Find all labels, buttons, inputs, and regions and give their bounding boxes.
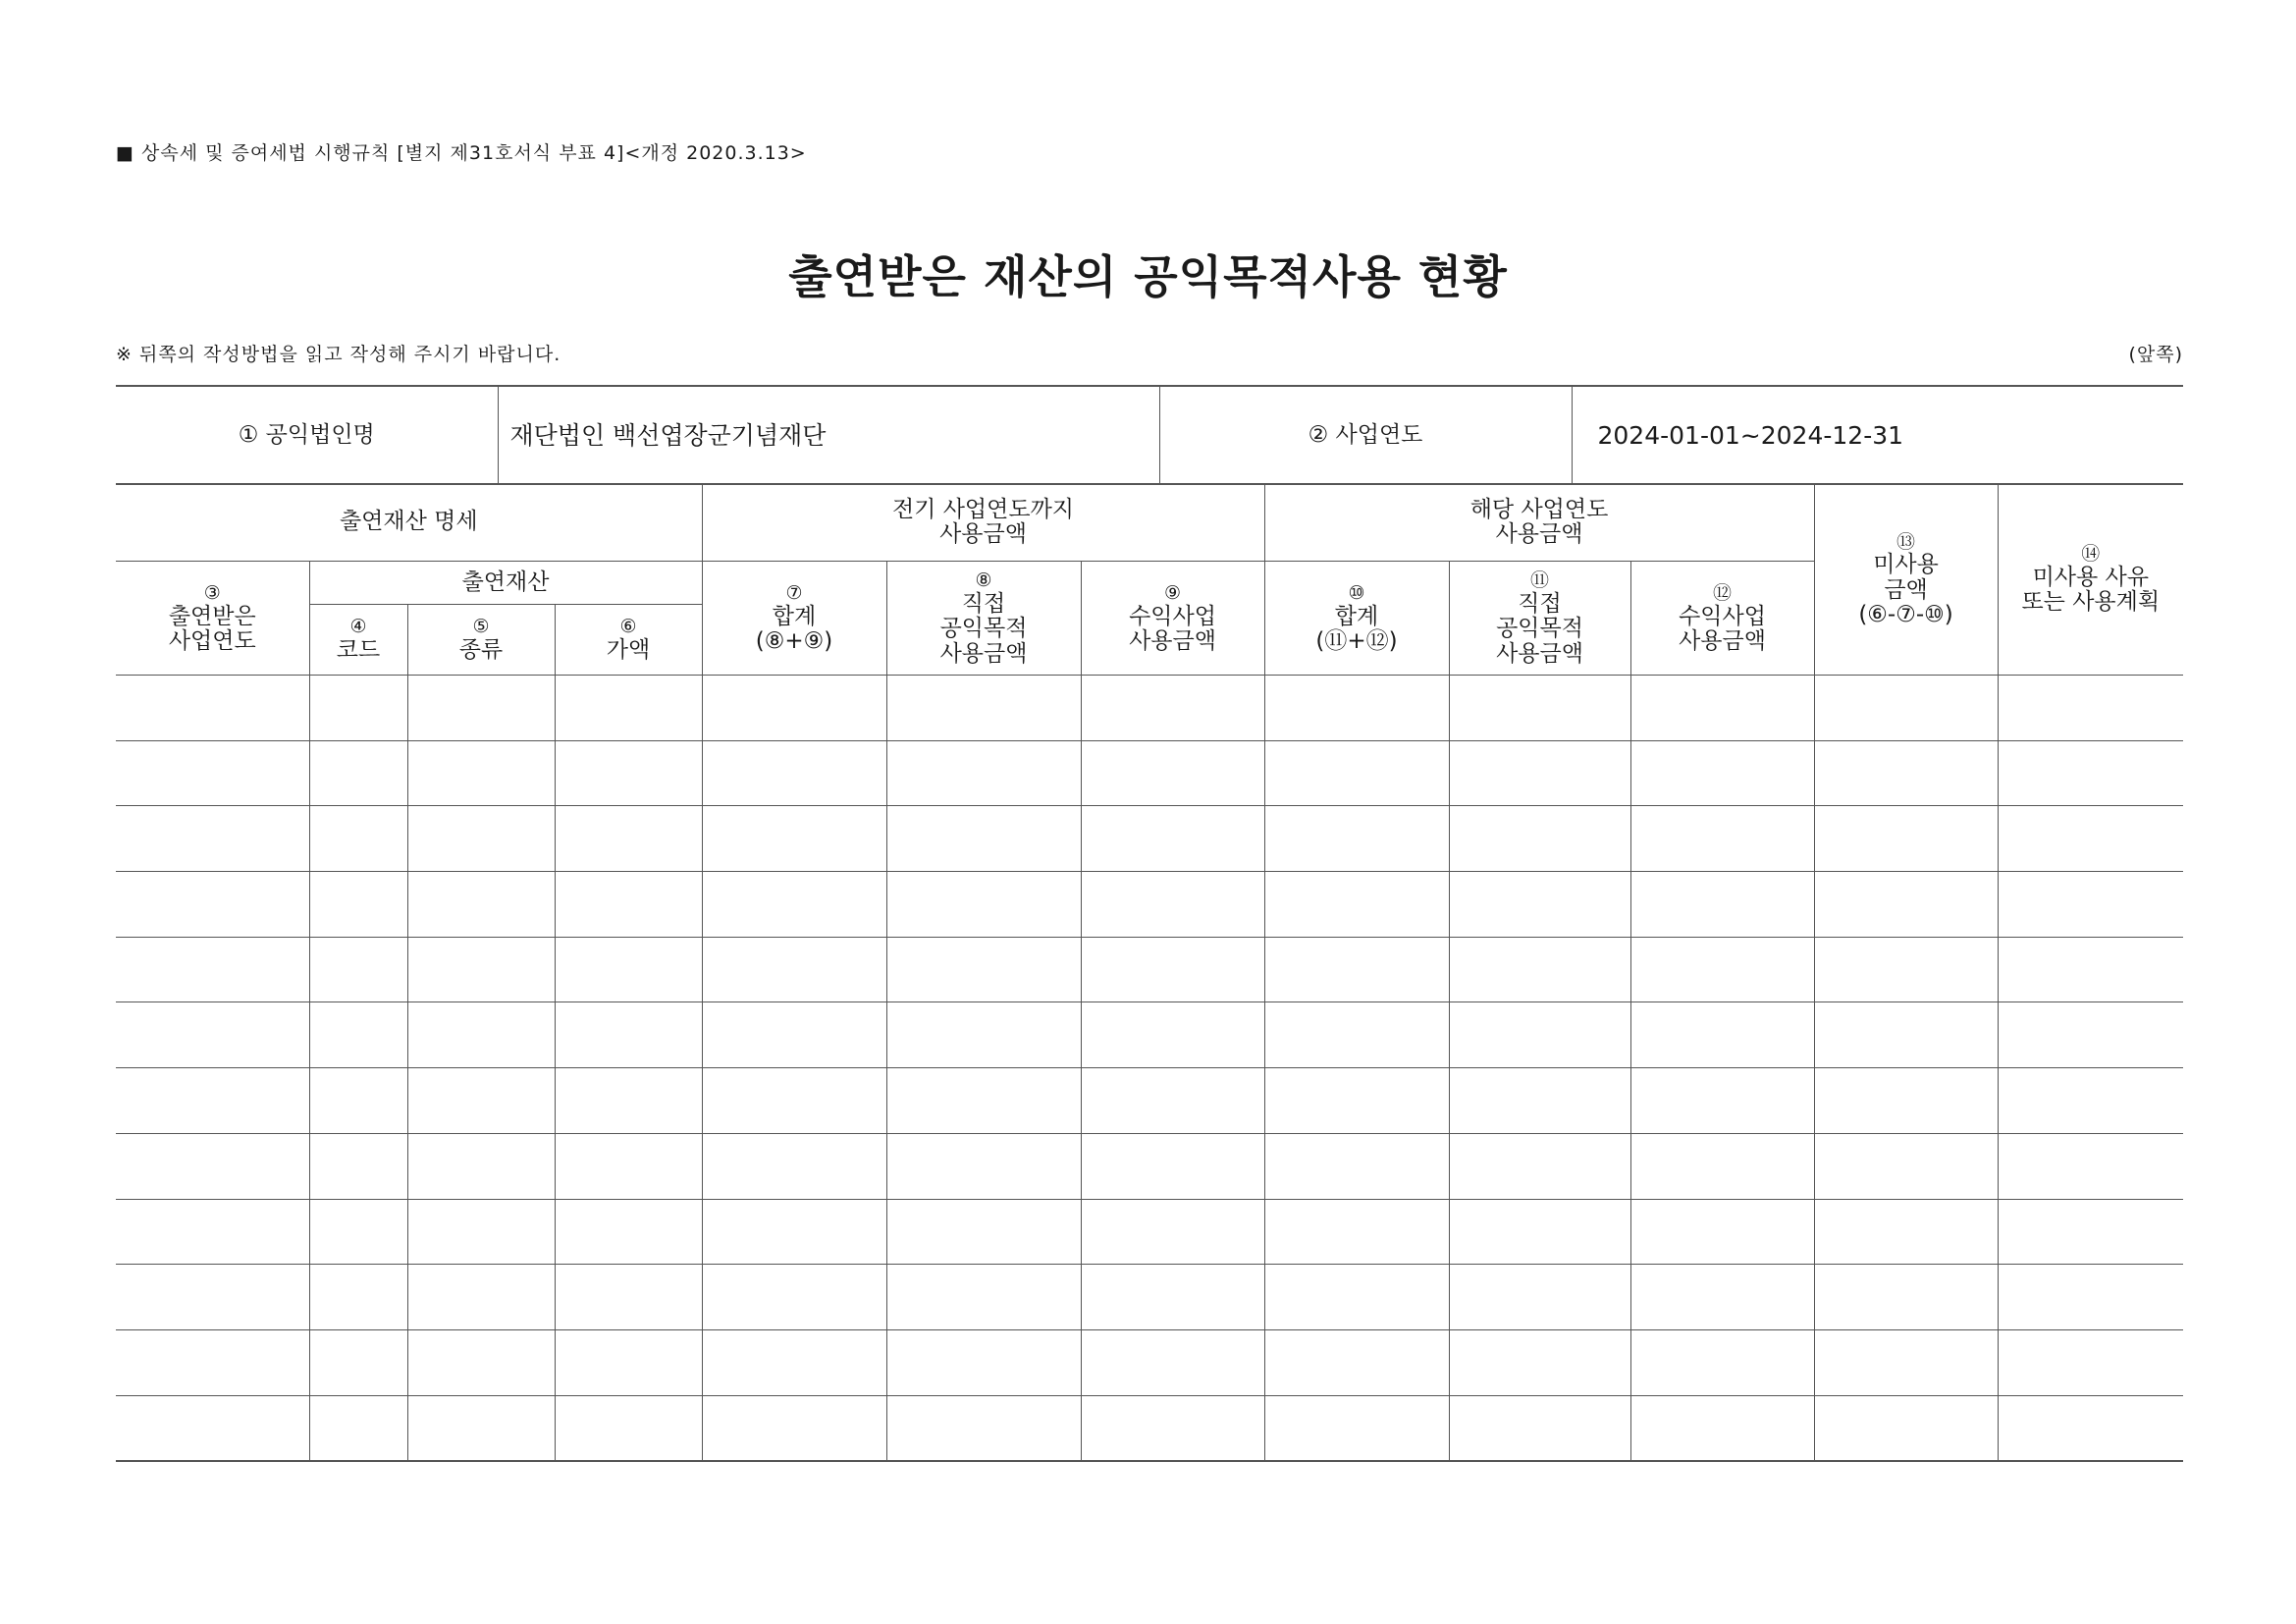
- table-cell[interactable]: [702, 937, 886, 1002]
- table-cell[interactable]: [407, 740, 555, 806]
- table-cell[interactable]: [702, 1265, 886, 1330]
- table-row: [116, 1068, 2183, 1134]
- table-cell[interactable]: [309, 1329, 407, 1395]
- col-prior-profit: ⑨ 수익사업 사용금액: [1081, 562, 1264, 676]
- table-cell[interactable]: [555, 740, 702, 806]
- table-cell[interactable]: [1814, 740, 1998, 806]
- col-prior-direct: ⑧ 직접 공익목적 사용금액: [886, 562, 1081, 676]
- page-title: 출연받은 재산의 공익목적사용 현황: [788, 250, 1508, 303]
- table-cell[interactable]: [1449, 1199, 1630, 1265]
- table-cell[interactable]: [702, 740, 886, 806]
- table-cell[interactable]: [1998, 872, 2183, 938]
- table-cell[interactable]: [1630, 1395, 1814, 1461]
- table-cell[interactable]: [1814, 1395, 1998, 1461]
- table-cell[interactable]: [886, 1265, 1081, 1330]
- table-cell[interactable]: [1264, 1329, 1449, 1395]
- table-cell[interactable]: [1814, 937, 1998, 1002]
- table-cell[interactable]: [309, 1199, 407, 1265]
- table-cell[interactable]: [1449, 1395, 1630, 1461]
- col-unused-amount: ⑬ 미사용 금액 (⑥-⑦-⑩): [1814, 484, 1998, 676]
- table-cell[interactable]: [886, 872, 1081, 938]
- table-cell[interactable]: [555, 1068, 702, 1134]
- table-cell[interactable]: [886, 937, 1081, 1002]
- table-cell[interactable]: [1998, 1002, 2183, 1068]
- table-cell[interactable]: [1814, 1265, 1998, 1330]
- table-cell[interactable]: [1998, 1199, 2183, 1265]
- table-cell[interactable]: [702, 676, 886, 741]
- table-cell[interactable]: [116, 740, 309, 806]
- table-cell[interactable]: [1449, 1329, 1630, 1395]
- table-row: [116, 1395, 2183, 1461]
- table-cell[interactable]: [1449, 1133, 1630, 1199]
- table-row: [116, 872, 2183, 938]
- table-cell[interactable]: [1998, 1133, 2183, 1199]
- table-cell[interactable]: [1814, 676, 1998, 741]
- group-contribution-detail: 출연재산 명세: [116, 484, 702, 562]
- usage-table: [116, 483, 2183, 1462]
- table-cell[interactable]: [1630, 740, 1814, 806]
- table-cell[interactable]: [1081, 1329, 1264, 1395]
- table-cell[interactable]: [407, 1068, 555, 1134]
- table-cell[interactable]: [886, 676, 1081, 741]
- table-cell[interactable]: [1264, 1133, 1449, 1199]
- table-cell[interactable]: [555, 1133, 702, 1199]
- table-cell[interactable]: [1630, 1199, 1814, 1265]
- table-cell[interactable]: [555, 1395, 702, 1461]
- table-cell[interactable]: [555, 1002, 702, 1068]
- table-cell[interactable]: [1081, 1133, 1264, 1199]
- table-cell[interactable]: [309, 937, 407, 1002]
- table-body: [116, 676, 2183, 1462]
- table-cell[interactable]: [702, 1133, 886, 1199]
- table-cell[interactable]: [1449, 1068, 1630, 1134]
- table-cell[interactable]: [1264, 806, 1449, 872]
- table-cell[interactable]: [116, 1002, 309, 1068]
- table-cell[interactable]: [1630, 1002, 1814, 1068]
- table-cell[interactable]: [1630, 676, 1814, 741]
- col-prior-total: ⑦ 합계 (⑧+⑨): [702, 562, 886, 676]
- table-cell[interactable]: [407, 937, 555, 1002]
- info-row: [116, 386, 2183, 484]
- table-cell[interactable]: [1630, 1133, 1814, 1199]
- table-cell[interactable]: [309, 740, 407, 806]
- table-cell[interactable]: [116, 1133, 309, 1199]
- info-table: [116, 385, 2183, 485]
- table-cell[interactable]: [1081, 1199, 1264, 1265]
- table-row: [116, 1002, 2183, 1068]
- table-cell[interactable]: [886, 1329, 1081, 1395]
- table-cell[interactable]: [702, 872, 886, 938]
- table-cell[interactable]: [555, 872, 702, 938]
- table-cell[interactable]: [1630, 1068, 1814, 1134]
- table-cell[interactable]: [116, 806, 309, 872]
- table-cell[interactable]: [309, 676, 407, 741]
- table-cell[interactable]: [309, 1068, 407, 1134]
- table-cell[interactable]: [1449, 937, 1630, 1002]
- col-contribution-year: ③ 출연받은 사업연도: [116, 562, 309, 676]
- table-cell[interactable]: [702, 806, 886, 872]
- table-cell[interactable]: [407, 872, 555, 938]
- table-cell[interactable]: [407, 1133, 555, 1199]
- table-cell[interactable]: [1264, 1002, 1449, 1068]
- table-cell[interactable]: [1081, 676, 1264, 741]
- table-cell[interactable]: [407, 676, 555, 741]
- corp-name-value[interactable]: 재단법인 백선엽장군기념재단: [498, 386, 1159, 484]
- subgroup-contributed-asset: 출연재산: [309, 562, 702, 605]
- table-cell[interactable]: [702, 1002, 886, 1068]
- table-cell[interactable]: [116, 1395, 309, 1461]
- table-cell[interactable]: [1998, 1329, 2183, 1395]
- business-year-value[interactable]: 2024-01-01~2024-12-31: [1572, 386, 2183, 484]
- table-row: [116, 806, 2183, 872]
- col-current-direct: ⑪ 직접 공익목적 사용금액: [1449, 562, 1630, 676]
- table-cell[interactable]: [309, 1395, 407, 1461]
- table-cell[interactable]: [1449, 676, 1630, 741]
- table-cell[interactable]: [1998, 1068, 2183, 1134]
- table-cell[interactable]: [1998, 937, 2183, 1002]
- col-unused-reason: ⑭ 미사용 사유 또는 사용계획: [1998, 484, 2183, 676]
- business-year-label: ② 사업연도: [1159, 386, 1572, 484]
- table-cell[interactable]: [886, 1395, 1081, 1461]
- table-cell[interactable]: [1081, 872, 1264, 938]
- table-cell[interactable]: [116, 872, 309, 938]
- table-row: [116, 1199, 2183, 1265]
- table-cell[interactable]: [555, 1265, 702, 1330]
- table-cell[interactable]: [1814, 1068, 1998, 1134]
- table-cell[interactable]: [407, 806, 555, 872]
- table-cell[interactable]: [1081, 1265, 1264, 1330]
- table-cell[interactable]: [886, 740, 1081, 806]
- table-cell[interactable]: [407, 1329, 555, 1395]
- table-cell[interactable]: [1814, 1002, 1998, 1068]
- table-cell[interactable]: [1998, 1265, 2183, 1330]
- table-cell[interactable]: [555, 676, 702, 741]
- table-cell[interactable]: [702, 1068, 886, 1134]
- table-cell[interactable]: [407, 1002, 555, 1068]
- table-row: [116, 1265, 2183, 1330]
- table-cell[interactable]: [1081, 740, 1264, 806]
- table-cell[interactable]: [407, 1395, 555, 1461]
- table-cell[interactable]: [555, 937, 702, 1002]
- table-cell[interactable]: [1449, 1002, 1630, 1068]
- table-cell[interactable]: [1264, 1395, 1449, 1461]
- table-cell[interactable]: [1630, 937, 1814, 1002]
- table-cell[interactable]: [702, 1329, 886, 1395]
- table-cell[interactable]: [309, 1002, 407, 1068]
- table-cell[interactable]: [1081, 806, 1264, 872]
- group-current-year-usage: 해당 사업연도 사용금액: [1264, 484, 1814, 562]
- table-cell[interactable]: [1081, 1002, 1264, 1068]
- table-cell[interactable]: [555, 1329, 702, 1395]
- table-cell[interactable]: [886, 1199, 1081, 1265]
- table-cell[interactable]: [1264, 676, 1449, 741]
- table-cell[interactable]: [1630, 806, 1814, 872]
- table-cell[interactable]: [116, 676, 309, 741]
- table-cell[interactable]: [1264, 872, 1449, 938]
- table-cell[interactable]: [1449, 1265, 1630, 1330]
- table-cell[interactable]: [1814, 1199, 1998, 1265]
- table-row: [116, 740, 2183, 806]
- table-cell[interactable]: [1449, 806, 1630, 872]
- table-cell[interactable]: [1814, 872, 1998, 938]
- table-cell[interactable]: [886, 806, 1081, 872]
- table-cell[interactable]: [1081, 1068, 1264, 1134]
- table-cell[interactable]: [1630, 1329, 1814, 1395]
- table-cell[interactable]: [1630, 872, 1814, 938]
- table-cell[interactable]: [1081, 937, 1264, 1002]
- table-cell[interactable]: [407, 1199, 555, 1265]
- table-cell[interactable]: [116, 1265, 309, 1330]
- table-cell[interactable]: [309, 872, 407, 938]
- table-cell[interactable]: [1449, 872, 1630, 938]
- table-row: [116, 937, 2183, 1002]
- table-cell[interactable]: [407, 1265, 555, 1330]
- table-cell[interactable]: [555, 806, 702, 872]
- col-type: ⑤ 종류: [407, 605, 555, 676]
- table-cell[interactable]: [309, 806, 407, 872]
- table-cell[interactable]: [1998, 1395, 2183, 1461]
- page-side-label: (앞쪽): [2128, 344, 2183, 365]
- table-cell[interactable]: [1264, 1199, 1449, 1265]
- table-cell[interactable]: [1814, 1133, 1998, 1199]
- table-cell[interactable]: [886, 1002, 1081, 1068]
- table-cell[interactable]: [116, 1329, 309, 1395]
- table-cell[interactable]: [116, 1068, 309, 1134]
- table-cell[interactable]: [1264, 1068, 1449, 1134]
- table-cell[interactable]: [702, 1395, 886, 1461]
- table-cell[interactable]: [1814, 806, 1998, 872]
- col-value: ⑥ 가액: [555, 605, 702, 676]
- table-cell[interactable]: [1264, 937, 1449, 1002]
- table-cell[interactable]: [1998, 740, 2183, 806]
- table-cell[interactable]: [886, 1133, 1081, 1199]
- group-prior-year-usage: 전기 사업연도까지 사용금액: [702, 484, 1264, 562]
- table-cell[interactable]: [702, 1199, 886, 1265]
- table-cell[interactable]: [555, 1199, 702, 1265]
- table-row: [116, 676, 2183, 741]
- table-cell[interactable]: [886, 1068, 1081, 1134]
- table-cell[interactable]: [1264, 740, 1449, 806]
- col-current-profit: ⑫ 수익사업 사용금액: [1630, 562, 1814, 676]
- table-cell[interactable]: [1998, 806, 2183, 872]
- table-cell[interactable]: [1264, 1265, 1449, 1330]
- col-current-total: ⑩ 합계 (⑪+⑫): [1264, 562, 1449, 676]
- table-cell[interactable]: [309, 1133, 407, 1199]
- table-cell[interactable]: [1630, 1265, 1814, 1330]
- form-reference: ■ 상속세 및 증여세법 시행규칙 [별지 제31호서식 부표 4]<개정 2020.3.13>: [116, 142, 807, 164]
- table-cell[interactable]: [116, 937, 309, 1002]
- instruction-note: ※ 뒤쪽의 작성방법을 읽고 작성해 주시기 바랍니다.: [116, 344, 561, 365]
- col-code: ④ 코드: [309, 605, 407, 676]
- table-cell[interactable]: [1449, 740, 1630, 806]
- table-cell[interactable]: [1814, 1329, 1998, 1395]
- table-cell[interactable]: [309, 1265, 407, 1330]
- table-cell[interactable]: [116, 1199, 309, 1265]
- table-row: [116, 1133, 2183, 1199]
- table-row: [116, 1329, 2183, 1395]
- corp-name-label: ① 공익법인명: [116, 386, 498, 484]
- table-cell[interactable]: [1998, 676, 2183, 741]
- table-cell[interactable]: [1081, 1395, 1264, 1461]
